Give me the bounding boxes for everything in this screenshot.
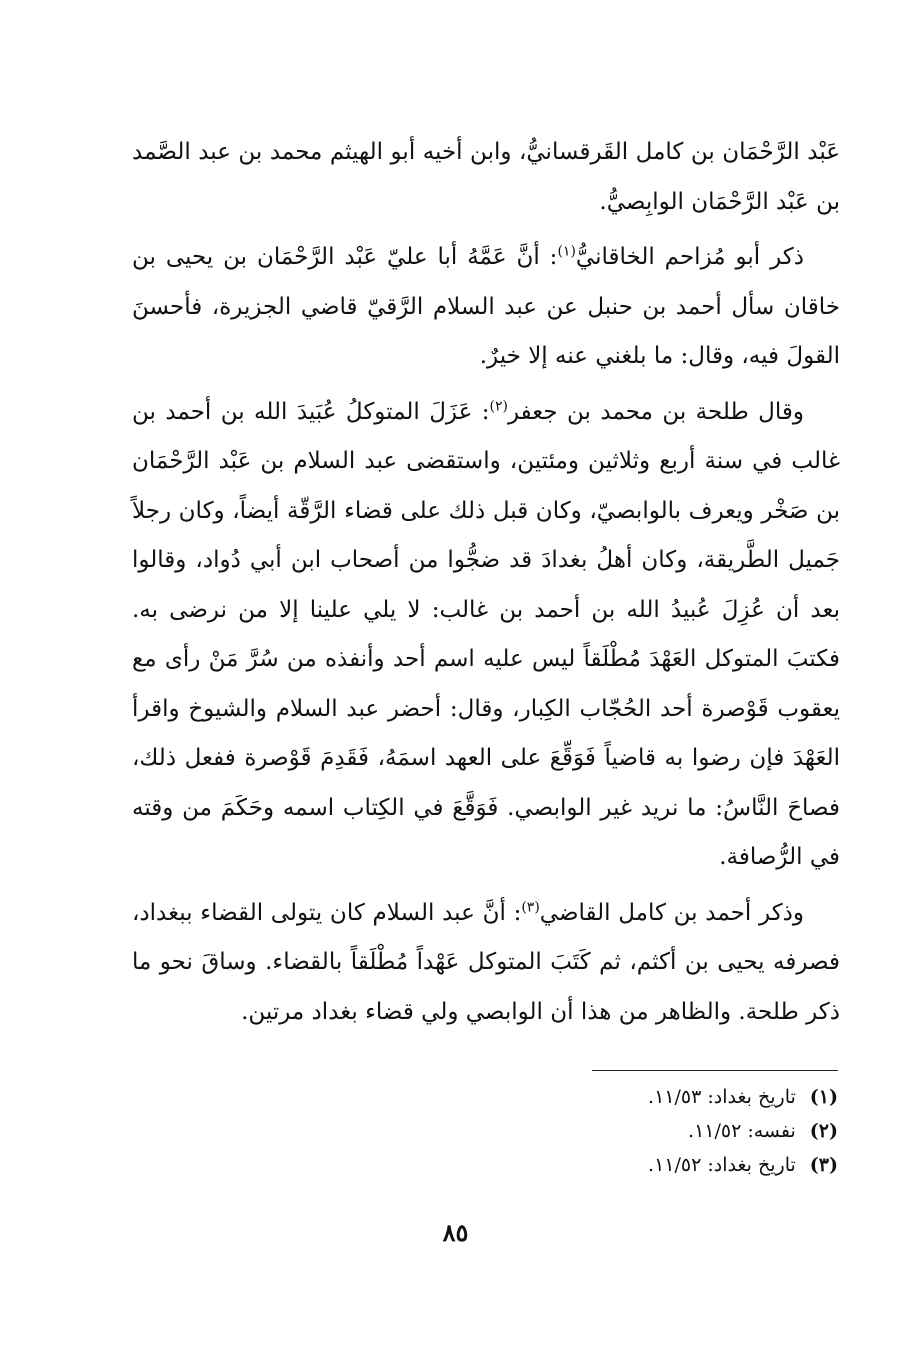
footnote-text: تاريخ بغداد: ١١/٥٣. xyxy=(648,1086,796,1108)
footnote-number: (٣) xyxy=(809,1154,838,1176)
footnote-ref[interactable]: (٣) xyxy=(521,898,540,915)
paragraph-text: : أنَّ عبد السلام كان يتولى القضاء ببغداد، فصرفه يحيى بن أكثم، ثم كَتَبَ المتوكل عَهْداً مُطْلَقاً بالقضاء. وساقَ نحو ما ذكر طلحة. والظاهر من هذا أن الوابصي ولي قضاء بغداد مرتين. xyxy=(132,899,840,1025)
footnote-2 xyxy=(470,1114,838,1148)
paragraph-lead: ذكر أبو مُزاحم الخاقانيُّ xyxy=(575,244,804,270)
paragraph-3 xyxy=(132,388,840,883)
paragraph-1 xyxy=(132,128,840,227)
paragraph-text: : أنَّ عَمَّهُ أبا عليّ عَبْد الرَّحْمَان بن يحيى بن خاقان سأل أحمد بن حنبل عن عبد السلام الرَّقيّ قاضي الجزيرة، فأحسنَ القولَ فيه، وقال: ما بلغني عنه إلا خيرٌ. xyxy=(132,244,840,369)
paragraph-lead: وقال طلحة بن محمد بن جعفر xyxy=(507,398,804,425)
footnotes xyxy=(470,1080,838,1182)
paragraph-text: : عَزَلَ المتوكلُ عُبَيدَ الله بن أحمد بن غالب في سنة أربع وثلاثين ومئتين، واستقضى عبد السلام بن عَبْد الرَّحْمَان بن صَخْر ويعرف بالوابصيّ، وكان قبل ذلك على قضاء الرَّقّة أيضاً، وكان رجلاً جَميل الطَّريقة، وكان أهلُ بغدادَ قد ضجُّوا من أصحاب ابن أبي دُواد، وقالوا بعد أن عُزِلَ عُبيدُ الله بن أحمد بن غالب: لا يلي علينا إلا من نرضى به. فكتبَ المتوكل العَهْدَ مُطْلَقاً ليس عليه اسم أحد وأنفذه من سُرَّ مَنْ رأى مع يعقوب قَوْصرة أحد الحُجّاب الكِبار، وقال: أحضر عبد السلام والشيوخ واقرأ العَهْدَ فإن رضوا به قاضياً فَوَقِّعَ على العهد اسمَهُ، فَقَدِمَ قَوْصرة ففعل ذلك، فصاحَ النَّاسُ: ما نريد غير الوابصي. فَوَقَّعَ في الكِتاب اسمه وحَكَمَ من وقته في الرُّصافة. xyxy=(132,398,840,870)
footnote-1 xyxy=(470,1080,838,1114)
footnote-text: تاريخ بغداد: ١١/٥٢. xyxy=(648,1154,796,1176)
footnote-text: نفسه: ١١/٥٢. xyxy=(688,1120,796,1142)
paragraph-2 xyxy=(132,233,840,382)
page-number: ٨٥ xyxy=(442,1218,469,1247)
footnote-number: (١) xyxy=(809,1086,838,1108)
paragraph-4 xyxy=(132,889,840,1038)
footnote-ref[interactable]: (٢) xyxy=(489,397,508,414)
footnote-number: (٢) xyxy=(809,1120,838,1142)
footnote-divider xyxy=(592,1070,838,1071)
paragraph-lead: وذكر أحمد بن كامل القاضي xyxy=(539,899,804,926)
footnote-ref[interactable]: (١) xyxy=(557,243,576,260)
main-text xyxy=(132,128,840,1043)
paragraph-text: عَبْد الرَّحْمَان بن كامل القَرقسانيُّ، وابن أخيه أبو الهيثم محمد بن عبد الصَّمد بن عَبْد الرَّحْمَان الوابِصيُّ. xyxy=(132,139,840,215)
footnote-3 xyxy=(470,1148,838,1182)
